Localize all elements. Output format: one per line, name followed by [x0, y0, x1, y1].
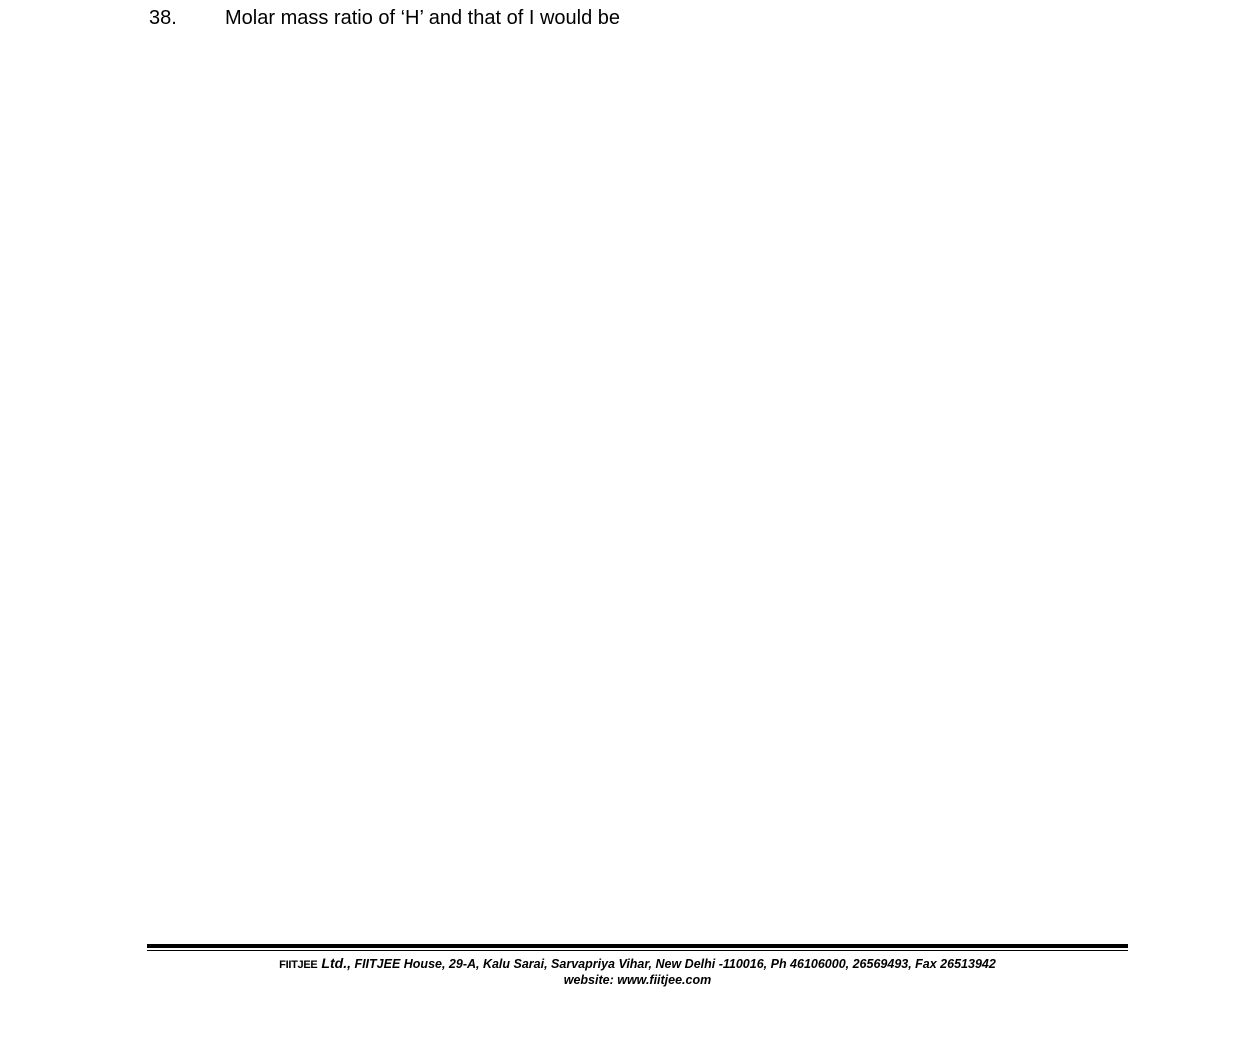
- page-footer: [147, 944, 1128, 988]
- footer-website: website: www.fiitjee.com: [563, 973, 712, 987]
- footer-address: FIITJEE House, 29-A, Kalu Sarai, Sarvapriya Vihar, New Delhi -110016, Ph 46106000, 26569493, Fax 26513942: [354, 957, 996, 971]
- footer-address-line: [147, 956, 1128, 973]
- question-number: 38.: [149, 7, 177, 29]
- footer-divider-thin: [147, 950, 1128, 951]
- brand-name: FIITJEE: [279, 959, 318, 971]
- footer-divider-thick: [147, 944, 1128, 948]
- question-text: Molar mass ratio of ‘H’ and that of I would be: [225, 7, 620, 29]
- brand-ltd: Ltd.,: [321, 955, 351, 971]
